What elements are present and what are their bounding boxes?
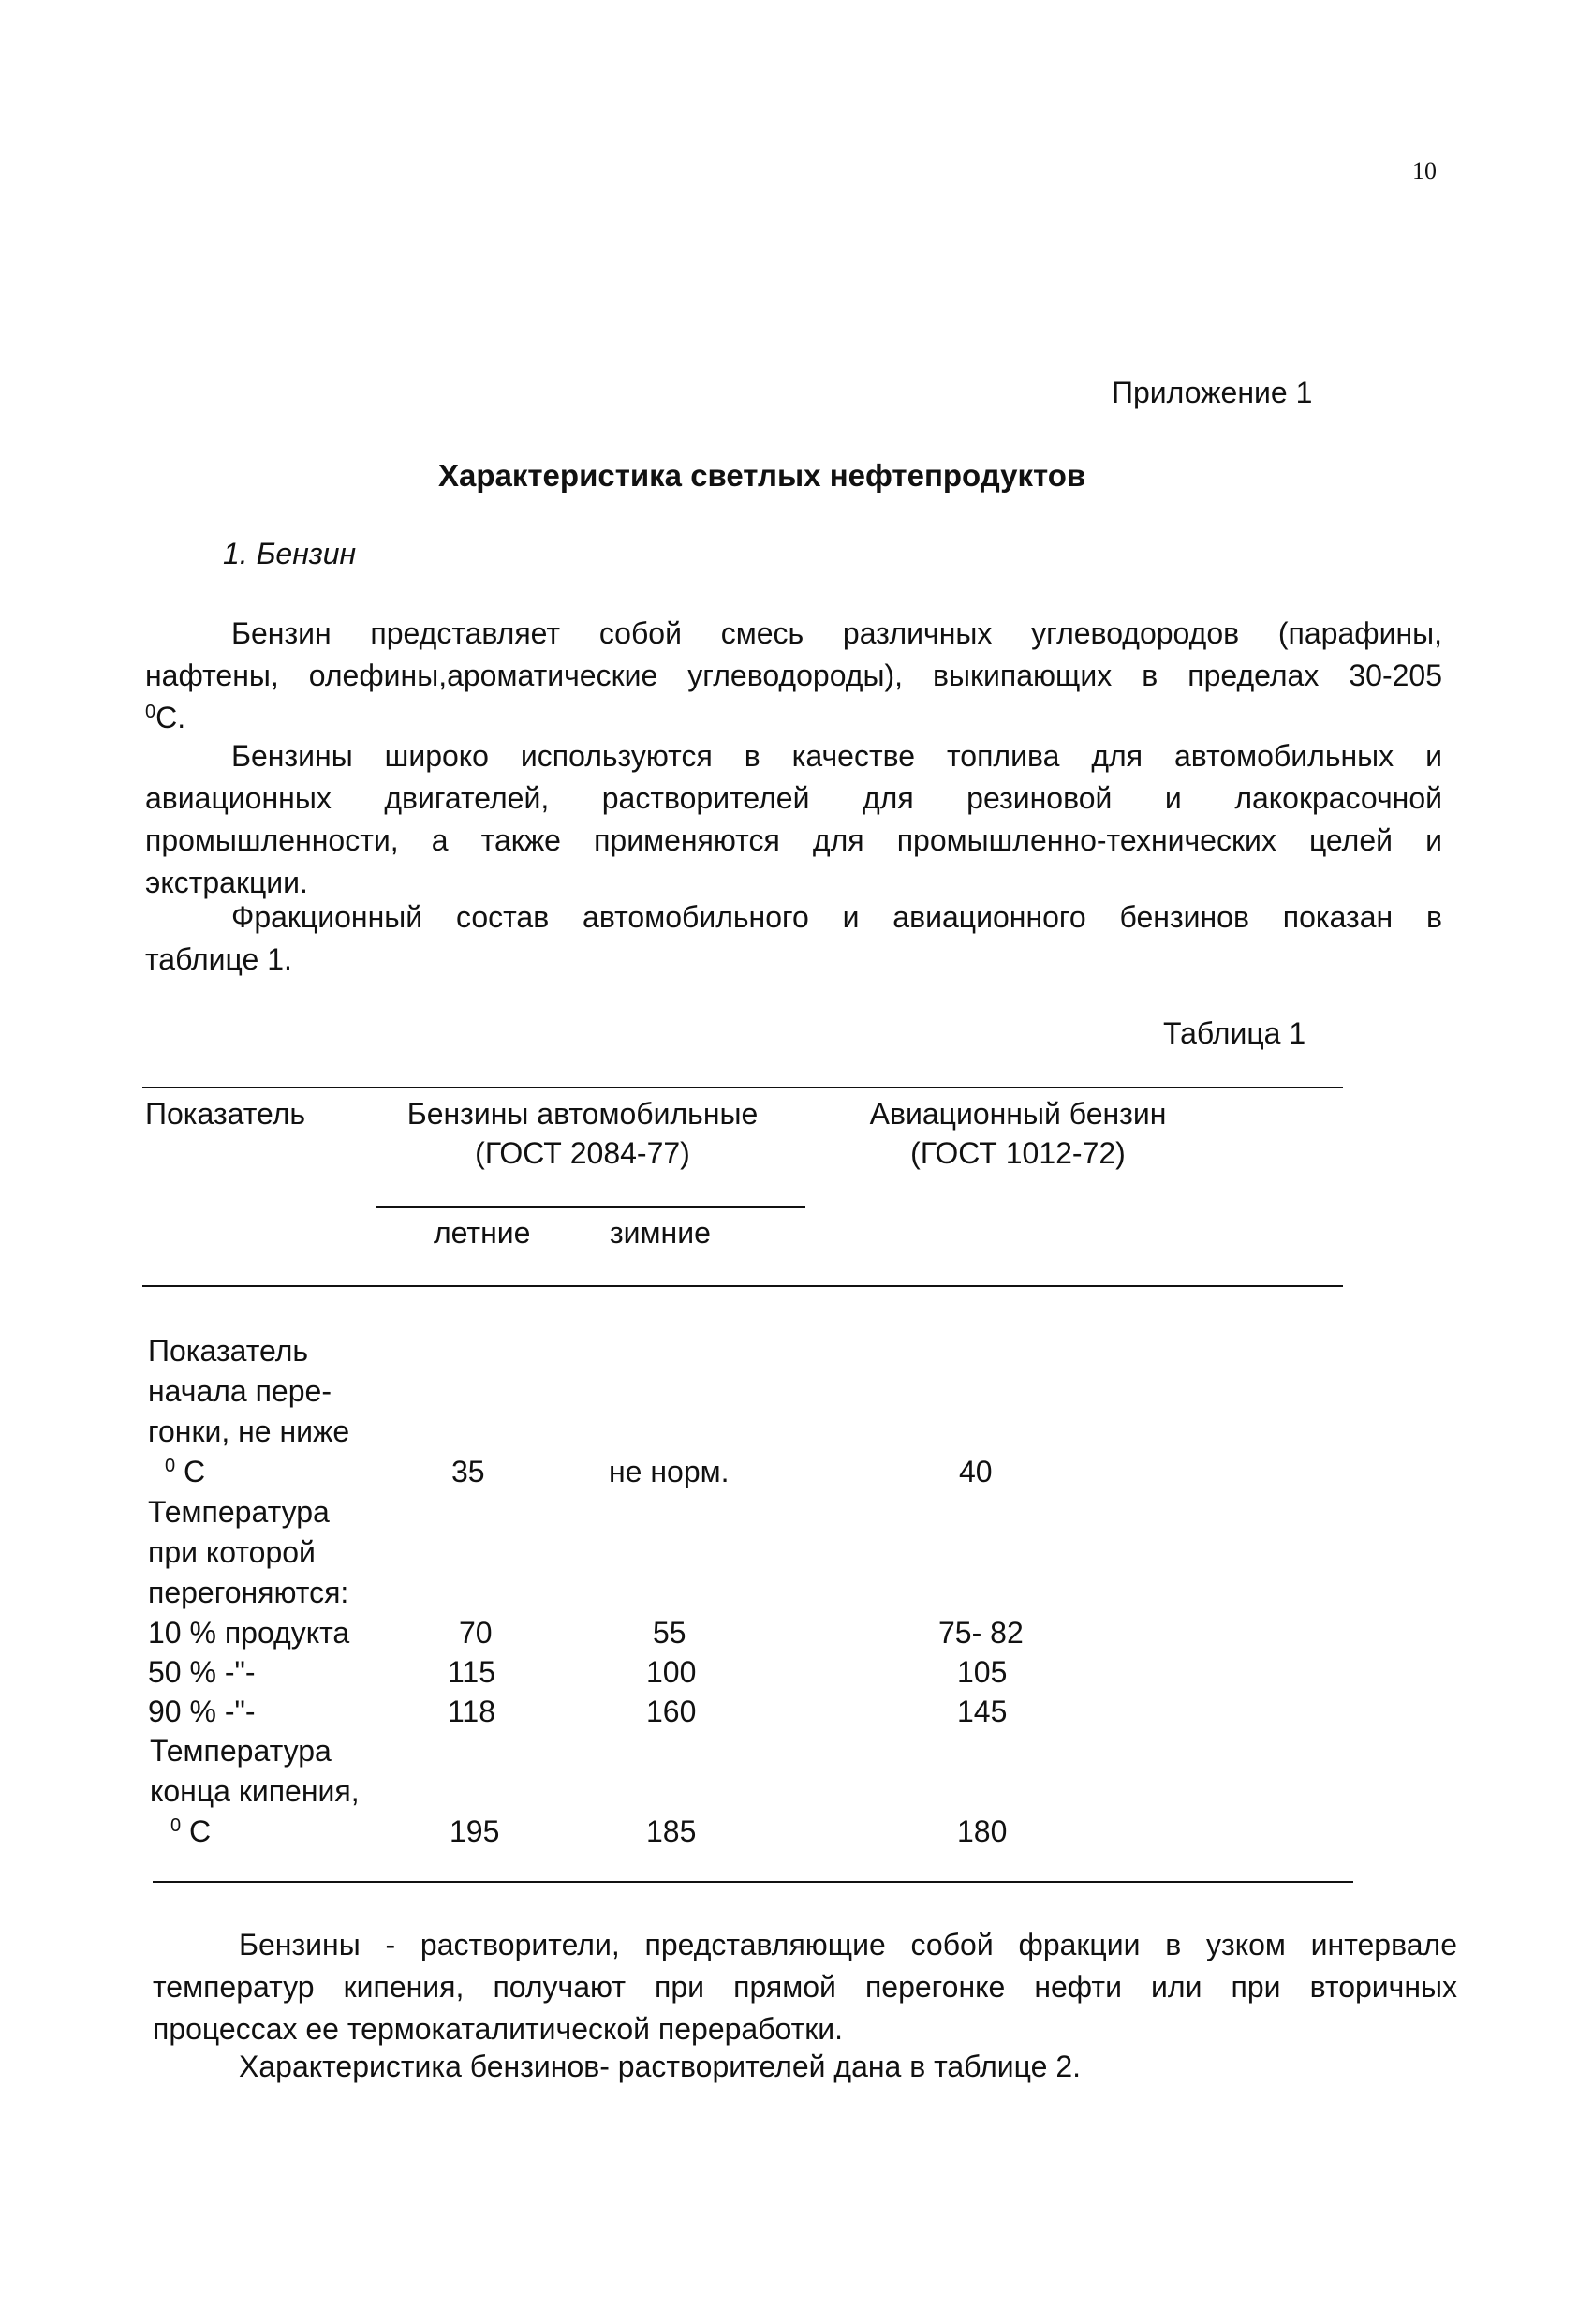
paragraph-4-line-3: процессах ее термокаталитической переработки. bbox=[153, 2012, 844, 2046]
row-label-line: гонки, не ниже bbox=[148, 1414, 350, 1448]
cell-summer-initial: 35 bbox=[451, 1455, 485, 1488]
paragraph-2-line-1: Бензины широко используются в качестве топлива для автомобильных и bbox=[231, 739, 1442, 773]
table-bottom-rule bbox=[153, 1881, 1353, 1883]
paragraph-2 bbox=[145, 735, 1442, 904]
cell-winter-final: 185 bbox=[646, 1814, 697, 1848]
cell-summer-50: 115 bbox=[448, 1655, 496, 1689]
header-auto-gasoline-standard: (ГОСТ 2084-77) bbox=[475, 1136, 690, 1170]
row-50-percent-label: 50 % -"- bbox=[148, 1655, 256, 1689]
paragraph-1-line-2: нафтены, олефины,ароматические углеводороды), выкипающих в пределах 30-205 bbox=[145, 659, 1442, 692]
paragraph-2-line-2: авиационных двигателей, растворителей для резиновой и лакокрасочной bbox=[145, 781, 1442, 815]
cell-summer-10: 70 bbox=[459, 1616, 493, 1650]
header-auto-gasoline bbox=[386, 1094, 779, 1173]
row-label-line: при которой bbox=[148, 1535, 316, 1569]
paragraph-3-line-1: Фракционный состав автомобильного и авиационного бензинов показан в bbox=[231, 900, 1442, 934]
paragraph-4 bbox=[153, 1924, 1457, 2050]
appendix-label: Приложение 1 bbox=[1112, 376, 1313, 409]
paragraph-2-line-3: промышленности, а также применяются для промышленно-технических целей и bbox=[145, 823, 1442, 857]
row-unit bbox=[148, 1452, 349, 1492]
row-label-line: Температура bbox=[148, 1495, 330, 1529]
degree-sign: 0 bbox=[165, 1456, 176, 1476]
degree-sign: 0 bbox=[145, 702, 156, 722]
row-label-line: Температура bbox=[150, 1734, 332, 1768]
row-final-boiling-label bbox=[150, 1731, 360, 1852]
row-distillation-label bbox=[148, 1492, 348, 1613]
row-label-line: начала пере- bbox=[148, 1374, 332, 1408]
cell-summer-final: 195 bbox=[450, 1814, 500, 1848]
header-indicator: Показатель bbox=[145, 1097, 306, 1131]
cell-winter-50: 100 bbox=[646, 1655, 697, 1689]
header-aviation-gasoline-title: Авиационный бензин bbox=[869, 1097, 1167, 1131]
paragraph-2-line-4: экстракции. bbox=[145, 866, 308, 899]
header-bottom-rule bbox=[142, 1285, 1343, 1287]
cell-summer-90: 118 bbox=[448, 1695, 496, 1728]
paragraph-3 bbox=[145, 896, 1442, 981]
row-label-line: перегоняются: bbox=[148, 1576, 349, 1609]
page-number: 10 bbox=[1412, 157, 1437, 185]
subheader-rule bbox=[376, 1206, 805, 1208]
table-label: Таблица 1 bbox=[1163, 1016, 1306, 1050]
row-label-line: конца кипения, bbox=[150, 1774, 360, 1808]
cell-aviation-50: 105 bbox=[957, 1655, 1008, 1689]
section-title: 1. Бензин bbox=[223, 537, 357, 570]
header-auto-gasoline-title: Бензины автомобильные bbox=[406, 1097, 759, 1131]
paragraph-1-line-3 bbox=[145, 697, 1442, 739]
celsius-unit: С. bbox=[155, 701, 186, 734]
cell-aviation-10: 75- 82 bbox=[938, 1616, 1024, 1650]
row-90-percent-label: 90 % -"- bbox=[148, 1695, 256, 1728]
paragraph-1-line-1: Бензин представляет собой смесь различных углеводородов (парафины, bbox=[231, 616, 1442, 650]
row-unit bbox=[150, 1812, 360, 1852]
paragraph-3-line-2: таблице 1. bbox=[145, 942, 292, 976]
cell-winter-initial: не норм. bbox=[609, 1455, 730, 1488]
paragraph-1 bbox=[145, 613, 1442, 739]
header-aviation-gasoline bbox=[848, 1094, 1187, 1173]
cell-winter-90: 160 bbox=[646, 1695, 697, 1728]
cell-aviation-90: 145 bbox=[957, 1695, 1008, 1728]
paragraph-5: Характеристика бензинов- растворителей дана в таблице 2. bbox=[239, 2050, 1081, 2083]
cell-aviation-final: 180 bbox=[957, 1814, 1008, 1848]
paragraph-4-line-1: Бензины - растворители, представляющие собой фракции в узком интервале bbox=[239, 1928, 1457, 1961]
subheader-summer: летние bbox=[434, 1216, 531, 1250]
degree-sign: 0 bbox=[170, 1815, 182, 1836]
celsius-unit: С bbox=[189, 1814, 212, 1848]
row-label-line: Показатель bbox=[148, 1334, 309, 1368]
table-top-rule bbox=[142, 1087, 1343, 1088]
celsius-unit: С bbox=[184, 1455, 206, 1488]
subheader-winter: зимние bbox=[610, 1216, 711, 1250]
cell-aviation-initial: 40 bbox=[959, 1455, 993, 1488]
header-aviation-gasoline-standard: (ГОСТ 1012-72) bbox=[910, 1136, 1126, 1170]
document-title: Характеристика светлых нефтепродуктов bbox=[438, 458, 1086, 493]
row-10-percent-label: 10 % продукта bbox=[148, 1616, 350, 1650]
row-initial-boiling-label bbox=[148, 1331, 349, 1492]
paragraph-4-line-2: температур кипения, получают при прямой перегонке нефти или при вторичных bbox=[153, 1970, 1457, 2004]
cell-winter-10: 55 bbox=[653, 1616, 686, 1650]
